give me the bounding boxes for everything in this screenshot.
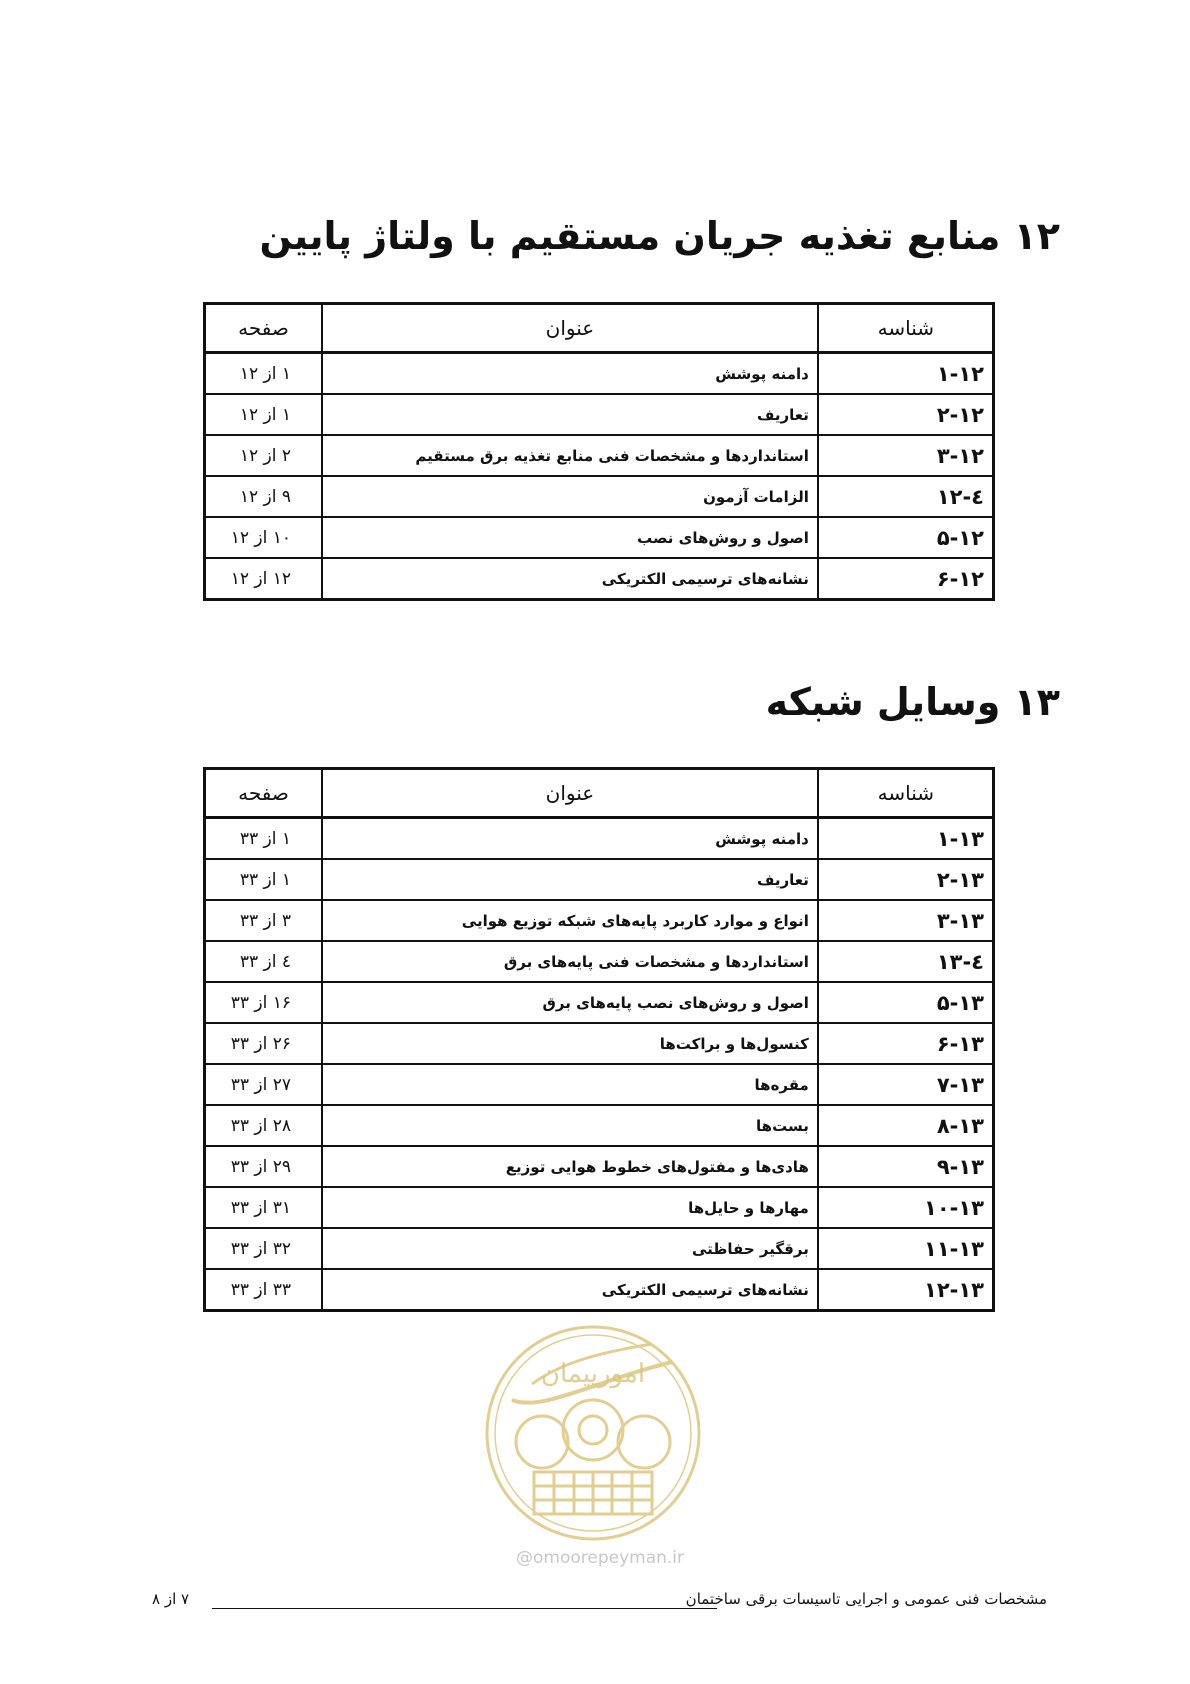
row-title: کنسول‌ها و براکت‌ها bbox=[322, 1023, 818, 1064]
watermark-url: @omoorepeyman.ir bbox=[515, 1548, 685, 1568]
table-row bbox=[205, 818, 994, 860]
row-title: تعاریف bbox=[322, 394, 818, 435]
row-page: ۲ از ۱۲ bbox=[205, 435, 322, 476]
row-id: ۳-۱۳ bbox=[818, 900, 994, 941]
row-title: مهارها و حایل‌ها bbox=[322, 1187, 818, 1228]
row-id: ۵-۱۳ bbox=[818, 982, 994, 1023]
table-row bbox=[205, 517, 994, 558]
row-title: برقگیر حفاظتی bbox=[322, 1228, 818, 1269]
footer-divider bbox=[212, 1608, 717, 1609]
table-row bbox=[205, 1023, 994, 1064]
row-page: ۹ از ۱۲ bbox=[205, 476, 322, 517]
footer-document-title: مشخصات فنی عمومی و اجرایی تاسیسات برقی ساختمان bbox=[685, 1590, 1047, 1608]
row-id: ۲-۱۲ bbox=[818, 394, 994, 435]
table-row bbox=[205, 1187, 994, 1228]
row-title: استانداردها و مشخصات فنی منابع تغذیه برق مستقیم bbox=[322, 435, 818, 476]
table-row bbox=[205, 859, 994, 900]
row-page: ۳۳ از ۳۳ bbox=[205, 1269, 322, 1311]
table-header-row bbox=[205, 304, 994, 353]
watermark-logo-text: امورپیمان bbox=[540, 1359, 646, 1389]
row-id: ٤-۱۳ bbox=[818, 941, 994, 982]
header-title: عنوان bbox=[322, 769, 818, 818]
row-page: ۳۱ از ۳۳ bbox=[205, 1187, 322, 1228]
row-page: ۲۶ از ۳۳ bbox=[205, 1023, 322, 1064]
row-title: تعاریف bbox=[322, 859, 818, 900]
row-page: ۱۲ از ۱۲ bbox=[205, 558, 322, 600]
footer-page-number: ۷ از ۸ bbox=[152, 1590, 190, 1608]
header-page: صفحه bbox=[205, 769, 322, 818]
row-title: دامنه پوشش bbox=[322, 353, 818, 395]
section-13-title: ۱۳ وسایل شبکه bbox=[765, 680, 1060, 724]
row-page: ۳۲ از ۳۳ bbox=[205, 1228, 322, 1269]
table-row bbox=[205, 982, 994, 1023]
table-row bbox=[205, 394, 994, 435]
row-id: ۸-۱۳ bbox=[818, 1105, 994, 1146]
header-page: صفحه bbox=[205, 304, 322, 353]
row-title: استانداردها و مشخصات فنی پایه‌های برق bbox=[322, 941, 818, 982]
row-title: انواع و موارد کاربرد پایه‌های شبکه توزیع هوایی bbox=[322, 900, 818, 941]
row-page: ۲۹ از ۳۳ bbox=[205, 1146, 322, 1187]
row-page: ۲۸ از ۳۳ bbox=[205, 1105, 322, 1146]
section-12-title: ۱۲ منابع تغذیه جریان مستقیم با ولتاژ پایین bbox=[259, 214, 1060, 258]
row-id: ۹-۱۳ bbox=[818, 1146, 994, 1187]
row-id: ٤-۱۲ bbox=[818, 476, 994, 517]
row-id: ۵-۱۲ bbox=[818, 517, 994, 558]
row-title: نشانه‌های ترسیمی الکتریکی bbox=[322, 558, 818, 600]
table-row bbox=[205, 353, 994, 395]
header-id: شناسه bbox=[818, 304, 994, 353]
row-id: ۱۲-۱۳ bbox=[818, 1269, 994, 1311]
row-page: ۱ از ۳۳ bbox=[205, 859, 322, 900]
row-id: ۷-۱۳ bbox=[818, 1064, 994, 1105]
header-title: عنوان bbox=[322, 304, 818, 353]
table-row bbox=[205, 1064, 994, 1105]
row-page: ۳ از ۳۳ bbox=[205, 900, 322, 941]
row-id: ۱۱-۱۳ bbox=[818, 1228, 994, 1269]
table-row bbox=[205, 435, 994, 476]
row-page: ٤ از ۳۳ bbox=[205, 941, 322, 982]
table-row bbox=[205, 476, 994, 517]
table-row bbox=[205, 1269, 994, 1311]
table-row bbox=[205, 900, 994, 941]
header-id: شناسه bbox=[818, 769, 994, 818]
row-page: ۱ از ۱۲ bbox=[205, 394, 322, 435]
row-id: ۱-۱۲ bbox=[818, 353, 994, 395]
row-id: ۱-۱۳ bbox=[818, 818, 994, 860]
row-id: ۲-۱۳ bbox=[818, 859, 994, 900]
row-title: نشانه‌های ترسیمی الکتریکی bbox=[322, 1269, 818, 1311]
row-title: اصول و روش‌های نصب پایه‌های برق bbox=[322, 982, 818, 1023]
watermark-logo bbox=[482, 1322, 705, 1545]
row-title: هادی‌ها و مفتول‌های خطوط هوایی توزیع bbox=[322, 1146, 818, 1187]
row-id: ۶-۱۲ bbox=[818, 558, 994, 600]
section-13-toc-table bbox=[203, 767, 995, 1312]
row-title: مقره‌ها bbox=[322, 1064, 818, 1105]
section-12-toc-table bbox=[203, 302, 995, 601]
table-row bbox=[205, 558, 994, 600]
row-title: اصول و روش‌های نصب bbox=[322, 517, 818, 558]
table-header-row bbox=[205, 769, 994, 818]
table-row bbox=[205, 941, 994, 982]
row-title: الزامات آزمون bbox=[322, 476, 818, 517]
row-page: ۱۶ از ۳۳ bbox=[205, 982, 322, 1023]
row-page: ۱ از ۱۲ bbox=[205, 353, 322, 395]
row-id: ۶-۱۳ bbox=[818, 1023, 994, 1064]
row-id: ۳-۱۲ bbox=[818, 435, 994, 476]
row-page: ۲۷ از ۳۳ bbox=[205, 1064, 322, 1105]
row-title: دامنه پوشش bbox=[322, 818, 818, 860]
row-page: ۱۰ از ۱۲ bbox=[205, 517, 322, 558]
table-row bbox=[205, 1105, 994, 1146]
table-row bbox=[205, 1228, 994, 1269]
table-row bbox=[205, 1146, 994, 1187]
row-id: ۱۰-۱۳ bbox=[818, 1187, 994, 1228]
row-page: ۱ از ۳۳ bbox=[205, 818, 322, 860]
row-title: بست‌ها bbox=[322, 1105, 818, 1146]
